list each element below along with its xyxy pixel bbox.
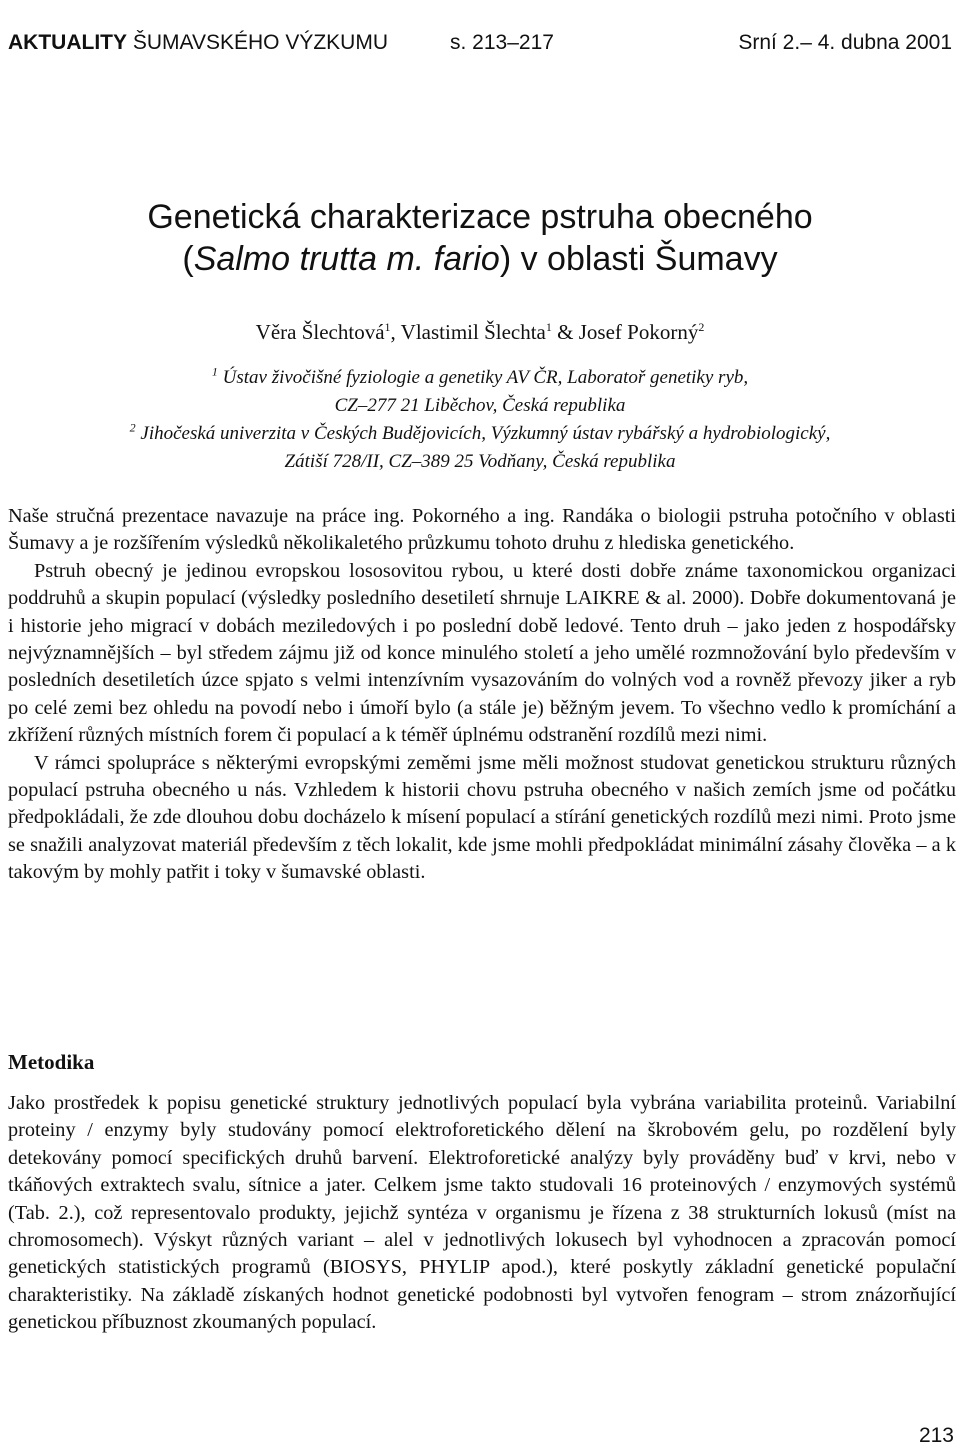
author-name: Věra Šlechtová bbox=[255, 320, 385, 344]
title-line-2 bbox=[0, 238, 960, 280]
affiliation-text: Ústav živočišné fyziologie a genetiky AV ČR, Laboratoř genetiky ryb, bbox=[222, 367, 749, 388]
title-line-1: Genetická charakterizace pstruha obecného bbox=[147, 198, 813, 236]
section-heading-methods: Metodika bbox=[8, 1050, 95, 1074]
meeting-dates: Srní 2.– 4. dubna 2001 bbox=[738, 31, 952, 54]
page-number: 213 bbox=[918, 1424, 954, 1447]
journal-name-rest: ŠUMAVSKÉHO VÝZKUMU bbox=[132, 31, 388, 54]
article-title bbox=[0, 196, 960, 280]
affiliation-2-line-2: Zátiší 728/II, CZ–389 25 Vodňany, Česká republika bbox=[284, 451, 676, 472]
author-name: Vlastimil Šlechta bbox=[400, 320, 546, 344]
affiliation-1-line-1 bbox=[0, 364, 960, 392]
author-list bbox=[0, 318, 960, 346]
author-affiliation-mark: 1 bbox=[384, 320, 391, 334]
affiliation-2-line-1 bbox=[0, 420, 960, 448]
intro-paragraph: Pstruh obecný je jedinou evropskou lososovitou rybou, u které dosti dobře známe taxonomickou organizaci poddruhů a skupin populací (výsledky posledního desetiletí shrnuje LAIKRE & al. 2000). Dobře dokumentovaná je i historie jeho migrací v dobách meziledových i po poslední době ledové. Tento druh – jako jeden z hospodářsky nejvýznamnějších – byl středem zájmu již od konce minulého století a jeho umělé rozmnožování bylo především v posledních desetiletích úzce spjato s velmi intenzívním vysazováním do volných vod a rovněž převozy jiker a ryb po celé zemi bez ohledu na povodí nebo i úmoří bylo (a stále je) běžným jevem. To všechno vedlo k promíchání a zkřížení různých místních forem či populací a k téměř úplnému odstranění rozdílů mezi nimi. bbox=[8, 559, 956, 747]
author-affiliation-mark: 1 bbox=[545, 320, 552, 334]
author-affiliation-mark: 2 bbox=[698, 320, 705, 334]
affiliation-1-line-2: CZ–277 21 Liběchov, Česká republika bbox=[334, 395, 626, 416]
author-separator: , bbox=[390, 320, 401, 344]
affiliation-mark: 1 bbox=[211, 364, 218, 379]
journal-name-bold: AKTUALITY bbox=[8, 31, 127, 54]
species-name: Salmo trutta m. fario bbox=[193, 240, 500, 278]
methods-paragraph: Jako prostředek k popisu genetické struktury jednotlivých populací byla vybrána variabilita proteinů. Variabilní proteiny / enzymy byly studovány pomocí elektroforetického dělení na škrobovém gelu, po rozdělení byly detekovány pomocí specifických druhů barvení. Elektroforetické analýzy byly prováděny buď v krvi, nebo v tkáňových extraktech svalu, sítnice a jater. Celkem jsme takto studovali 16 proteinových / enzymových systémů (Tab. 2.), což representovalo produkty, jejichž syntéza v organismu je řízena z 38 strukturních lokusů (míst na chromosomech). Výskyt různých variant – alel v jednotlivých lokusech byl vyhodnocen a zpracován pomocí genetických statistických programů (BIOSYS, PHYLIP apod.), které poskytly základní genetické populační charakteristiky. Na základě získaných hodnot genetické podobnosti byl vytvořen fenogram – strom znázorňující genetickou příbuznost zkoumaných populací. bbox=[8, 1092, 956, 1334]
journal-name bbox=[8, 30, 388, 56]
affiliation-mark: 2 bbox=[129, 420, 136, 435]
author-name: Josef Pokorný bbox=[578, 320, 699, 344]
introduction bbox=[8, 503, 956, 887]
title-open-paren: ( bbox=[182, 240, 194, 278]
title-line-2-rest: ) v oblasti Šumavy bbox=[499, 240, 778, 278]
author-separator: & bbox=[551, 320, 579, 344]
methods-section bbox=[8, 1090, 956, 1337]
running-header bbox=[8, 30, 952, 56]
affiliation-text: Jihočeská univerzita v Českých Budějovicích, Výzkumný ústav rybářský a hydrobiologický, bbox=[140, 423, 831, 444]
intro-paragraph: V rámci spolupráce s některými evropskými zeměmi jsme měli možnost studovat genetickou strukturu různých populací pstruha obecného u nás. Vzhledem k historii chovu pstruha obecného v našich zemích jsme od počátku předpokládali, že zde dlouhou dobu docházelo k mísení populací a stírání genetických rozdílů mezi nimi. Proto jsme se snažili analyzovat materiál především z těch lokalit, kde jsme mohli předpokládat minimální zásahy člověka – a k takovým by mohly patřit i toky v šumavské oblasti. bbox=[8, 751, 956, 884]
page-range: s. 213–217 bbox=[450, 31, 554, 54]
affiliations bbox=[0, 364, 960, 476]
intro-paragraph: Naše stručná prezentace navazuje na práce ing. Pokorného a ing. Randáka o biologii pstruha potočního v oblasti Šumavy a je rozšířením výsledků několikaletého průzkumu tohoto druhu z hlediska genetického. bbox=[8, 505, 956, 555]
